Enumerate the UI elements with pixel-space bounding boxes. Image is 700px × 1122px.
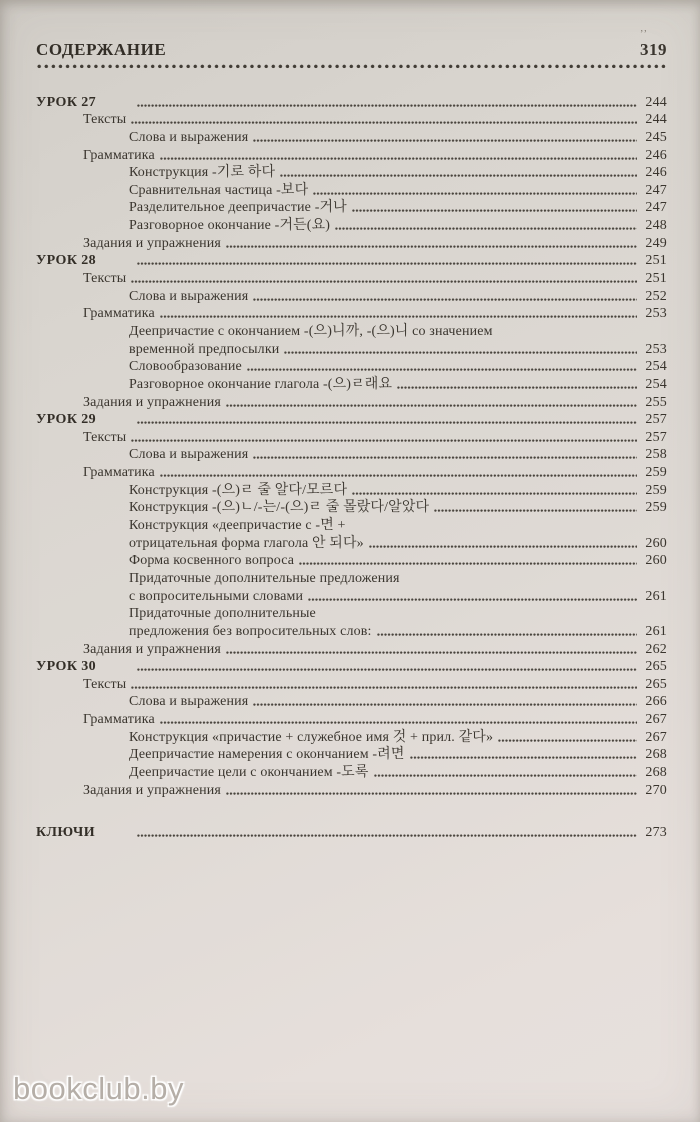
dot-leader xyxy=(226,792,637,797)
dot-leader xyxy=(131,686,637,691)
dot-leader xyxy=(352,492,637,497)
toc-entry-label: Тексты xyxy=(83,112,127,128)
toc-entry-label: Задания и упражнения xyxy=(83,641,221,657)
dot-leader xyxy=(226,651,637,656)
toc-entry-page: 265 xyxy=(645,676,667,692)
toc-entry-page: 259 xyxy=(645,500,667,516)
dot-leader xyxy=(160,315,637,320)
toc-entry xyxy=(36,305,667,323)
toc-entry xyxy=(36,569,667,604)
toc-entry-page: 267 xyxy=(645,712,667,728)
toc-entry xyxy=(36,675,667,693)
toc-entry-label: Конструкция -(으)ㄹ 줄 알다/모르다 xyxy=(129,482,348,498)
toc-entry-page: 254 xyxy=(645,376,667,392)
toc-entry-label: Слова и выражения xyxy=(129,447,249,463)
toc-entry-page: 249 xyxy=(645,235,667,251)
toc-entry-label: Разделительное деепричастие -거나 xyxy=(129,200,347,216)
toc-entry xyxy=(36,781,667,799)
toc-entry-page: 268 xyxy=(645,764,667,780)
dot-leader xyxy=(284,351,637,356)
toc-entry-label: УРОК 29 xyxy=(36,412,97,428)
dot-leader xyxy=(313,192,637,197)
dot-leader xyxy=(160,474,637,479)
toc-entry-label: Разговорное окончание глагола -(으)ㄹ래요 xyxy=(129,376,393,392)
toc-entry-page: 257 xyxy=(645,429,667,445)
toc-entry-label: Грамматика xyxy=(83,712,155,728)
page-number: 319 xyxy=(640,40,667,59)
toc-entry-label: Придаточные дополнительные xyxy=(129,606,316,622)
toc-entry-urok-29 xyxy=(36,411,667,429)
toc-entry-label: Задания и упражнения xyxy=(83,394,221,410)
dot-leader xyxy=(397,386,637,391)
toc-entry xyxy=(36,693,667,711)
dot-leader xyxy=(137,104,637,109)
toc-entry-label: Деепричастие намерения с окончанием -려면 xyxy=(129,747,405,763)
toc-entry-label: Грамматика xyxy=(83,147,155,163)
toc-entry xyxy=(36,322,667,357)
dot-leader xyxy=(247,368,637,373)
dot-leader xyxy=(299,562,637,567)
toc-entry-page: 270 xyxy=(645,782,667,798)
toc-entry xyxy=(36,710,667,728)
dot-leader xyxy=(160,721,637,726)
toc-entry-label: Придаточные дополнительные предложения xyxy=(129,570,400,586)
dot-leader xyxy=(377,633,637,638)
dot-leader xyxy=(253,139,637,144)
toc-entry-urok-28 xyxy=(36,252,667,270)
toc-entry-urok-30 xyxy=(36,658,667,676)
toc-entry xyxy=(36,216,667,234)
toc-entry-label: Форма косвенного вопроса xyxy=(129,553,295,569)
dot-leader xyxy=(253,298,637,303)
toc-entry-label-cont: с вопросительными словами xyxy=(129,588,304,604)
toc-entry xyxy=(36,605,667,640)
toc-entry-page: 252 xyxy=(645,288,667,304)
toc-entry xyxy=(36,463,667,481)
toc-entry xyxy=(36,146,667,164)
toc-entry-label: УРОК 28 xyxy=(36,253,97,269)
toc-entry-label: Слова и выражения xyxy=(129,129,249,145)
toc-entry-page: 251 xyxy=(645,253,667,269)
toc-entry-page: 267 xyxy=(645,729,667,745)
toc-entry-urok-27 xyxy=(36,93,667,111)
toc-entry-page: 260 xyxy=(645,535,667,551)
dot-leader xyxy=(253,456,637,461)
toc-entry-label: КЛЮЧИ xyxy=(36,825,95,841)
toc-entry-keys xyxy=(36,824,667,842)
toc-entry-page: 244 xyxy=(645,112,667,128)
toc-entry xyxy=(36,111,667,129)
dot-leader xyxy=(374,774,637,779)
toc-entry-label-cont: предложения без вопросительных слов: xyxy=(129,623,372,639)
dot-leader xyxy=(369,545,637,550)
toc-entry-page: 259 xyxy=(645,465,667,481)
toc-entry xyxy=(36,358,667,376)
toc-entry xyxy=(36,428,667,446)
toc-entry-page: 265 xyxy=(645,659,667,675)
toc-entry-page: 268 xyxy=(645,747,667,763)
dot-leader xyxy=(335,227,637,232)
toc-entry-page: 260 xyxy=(645,553,667,569)
toc-entry-label: УРОК 27 xyxy=(36,94,97,110)
dotted-rule xyxy=(36,63,667,71)
toc-entry-label-cont: отрицательная форма глагола 안 되다» xyxy=(129,535,364,551)
dot-leader xyxy=(131,439,637,444)
dot-leader xyxy=(137,421,637,426)
toc-entry-page: 251 xyxy=(645,271,667,287)
dot-leader xyxy=(131,280,637,285)
toc-entry xyxy=(36,481,667,499)
toc-entry-label: Словообразование xyxy=(129,359,242,375)
toc-entry-page: 266 xyxy=(645,694,667,710)
toc-entry-label: Слова и выражения xyxy=(129,694,249,710)
toc-content xyxy=(36,29,667,841)
toc-entry-page: 253 xyxy=(645,341,667,357)
toc-entry xyxy=(36,516,667,551)
dot-leader xyxy=(226,245,637,250)
toc-entry xyxy=(36,287,667,305)
dot-leader xyxy=(137,834,637,839)
dot-leader xyxy=(253,703,637,708)
dot-leader xyxy=(498,739,637,744)
dot-leader xyxy=(280,174,637,179)
dot-leader xyxy=(308,598,637,603)
toc-entry-page: 247 xyxy=(645,200,667,216)
toc-entry-page: 244 xyxy=(645,94,667,110)
toc-entry xyxy=(36,181,667,199)
toc-entry-label: УРОК 30 xyxy=(36,659,97,675)
toc-entry-page: 246 xyxy=(645,165,667,181)
toc-entry-page: 253 xyxy=(645,306,667,322)
page-title: СОДЕРЖАНИЕ xyxy=(36,40,167,59)
toc-entry-label: Слова и выражения xyxy=(129,288,249,304)
toc-entry-label: Деепричастие цели с окончанием -도록 xyxy=(129,764,369,780)
toc-entry xyxy=(36,728,667,746)
toc-entry xyxy=(36,640,667,658)
toc-entry-page: 257 xyxy=(645,412,667,428)
toc-entry-page: 258 xyxy=(645,447,667,463)
dot-leader xyxy=(434,509,637,514)
page-header xyxy=(36,29,667,60)
toc-entry xyxy=(36,393,667,411)
toc-entry-label: Сравнительная частица -보다 xyxy=(129,182,309,198)
toc-entry xyxy=(36,446,667,464)
toc-entry xyxy=(36,375,667,393)
toc-entry-label: Тексты xyxy=(83,271,127,287)
toc-entry xyxy=(36,128,667,146)
dot-leader xyxy=(137,668,637,673)
toc-entry-page: 255 xyxy=(645,394,667,410)
toc-entry xyxy=(36,234,667,252)
toc-entry-label: Конструкция -기로 하다 xyxy=(129,165,276,181)
toc-entry-label: Грамматика xyxy=(83,465,155,481)
toc-entry-label: Задания и упражнения xyxy=(83,235,221,251)
toc-entry-page: 261 xyxy=(645,623,667,639)
toc-entry-label: Задания и упражнения xyxy=(83,782,221,798)
toc-entry-page: 247 xyxy=(645,182,667,198)
toc-entry-label: Конструкция «причастие + служебное имя 것 + прил. 같다» xyxy=(129,729,494,745)
toc-entry-label: Грамматика xyxy=(83,306,155,322)
toc-entry-label: Конструкция «деепричастие с -면 + xyxy=(129,518,346,534)
dot-leader xyxy=(160,157,637,162)
toc-entry-page: 273 xyxy=(645,825,667,841)
toc-entry-label: Тексты xyxy=(83,429,127,445)
toc-entry xyxy=(36,746,667,764)
toc-entry-page: 254 xyxy=(645,359,667,375)
toc-entry xyxy=(36,552,667,570)
dot-leader xyxy=(410,756,637,761)
dot-leader xyxy=(131,121,637,126)
dot-leader xyxy=(352,209,637,214)
toc-entry-label-cont: временной предпосылки xyxy=(129,341,280,357)
toc-entry-page: 246 xyxy=(645,147,667,163)
toc-entry xyxy=(36,164,667,182)
toc-entry-page: 261 xyxy=(645,588,667,604)
toc-entry xyxy=(36,269,667,287)
toc-entry-label: Конструкция -(으)ㄴ/-는/-(으)ㄹ 줄 몰랐다/알았다 xyxy=(129,500,430,516)
toc-entry-label: Разговорное окончание -거든(요) xyxy=(129,218,331,234)
dot-leader xyxy=(226,404,637,409)
scan-tick-marks: ’’ xyxy=(640,29,648,40)
page-number-wrap xyxy=(640,29,667,60)
toc-entry xyxy=(36,199,667,217)
bookclub-watermark: bookclub.by xyxy=(13,1071,184,1106)
toc-entry-page: 248 xyxy=(645,218,667,234)
toc-entry-page: 245 xyxy=(645,129,667,145)
toc-entry-page: 262 xyxy=(645,641,667,657)
toc-entry-label: Тексты xyxy=(83,676,127,692)
table-of-contents xyxy=(36,93,667,841)
toc-entry xyxy=(36,499,667,517)
toc-entry-label: Деепричастие с окончанием -(으)니까, -(으)니 со значением xyxy=(129,323,493,339)
dot-leader xyxy=(137,262,637,267)
toc-entry-page: 259 xyxy=(645,482,667,498)
toc-entry xyxy=(36,763,667,781)
